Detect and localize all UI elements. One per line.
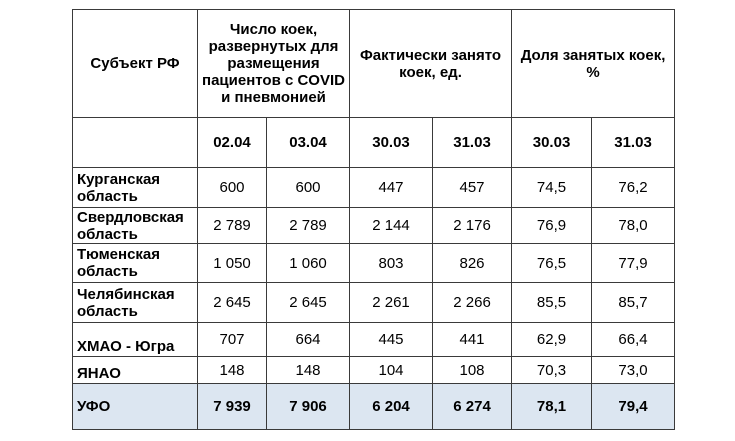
date-cell: 31.03 — [433, 118, 512, 168]
header-row — [73, 10, 675, 118]
table-row — [73, 323, 675, 357]
value-cell: 441 — [433, 323, 512, 357]
value-cell: 76,2 — [592, 168, 675, 208]
share-occupied-header: Доля занятых коек, % — [512, 10, 675, 118]
date-cell: 02.04 — [198, 118, 267, 168]
table-row — [73, 168, 675, 208]
date-row-blank — [73, 118, 198, 168]
value-cell: 1 050 — [198, 244, 267, 283]
value-cell: 826 — [433, 244, 512, 283]
table-row — [73, 357, 675, 384]
value-cell: 76,5 — [512, 244, 592, 283]
date-cell: 30.03 — [512, 118, 592, 168]
value-cell: 74,5 — [512, 168, 592, 208]
total-region-name: УФО — [73, 384, 198, 430]
region-name: ХМАО - Югра — [73, 323, 198, 357]
value-cell: 664 — [267, 323, 350, 357]
total-value-cell: 7 906 — [267, 384, 350, 430]
value-cell: 2 176 — [433, 208, 512, 244]
total-value-cell: 7 939 — [198, 384, 267, 430]
value-cell: 73,0 — [592, 357, 675, 384]
table-row — [73, 208, 675, 244]
value-cell: 108 — [433, 357, 512, 384]
value-cell: 66,4 — [592, 323, 675, 357]
value-cell: 803 — [350, 244, 433, 283]
value-cell: 2 789 — [267, 208, 350, 244]
value-cell: 707 — [198, 323, 267, 357]
table-row — [73, 283, 675, 323]
total-value-cell: 79,4 — [592, 384, 675, 430]
value-cell: 447 — [350, 168, 433, 208]
value-cell: 2 266 — [433, 283, 512, 323]
table-row — [73, 244, 675, 283]
date-row — [73, 118, 675, 168]
value-cell: 85,7 — [592, 283, 675, 323]
value-cell: 78,0 — [592, 208, 675, 244]
value-cell: 2 144 — [350, 208, 433, 244]
region-name: Курганская область — [73, 168, 198, 208]
value-cell: 600 — [267, 168, 350, 208]
date-cell: 31.03 — [592, 118, 675, 168]
total-row — [73, 384, 675, 430]
value-cell: 104 — [350, 357, 433, 384]
date-cell: 30.03 — [350, 118, 433, 168]
value-cell: 148 — [198, 357, 267, 384]
region-name: Свердловская область — [73, 208, 198, 244]
value-cell: 2 645 — [198, 283, 267, 323]
value-cell: 85,5 — [512, 283, 592, 323]
region-name: ЯНАО — [73, 357, 198, 384]
region-name: Тюменская область — [73, 244, 198, 283]
value-cell: 1 060 — [267, 244, 350, 283]
value-cell: 70,3 — [512, 357, 592, 384]
date-cell: 03.04 — [267, 118, 350, 168]
value-cell: 148 — [267, 357, 350, 384]
value-cell: 445 — [350, 323, 433, 357]
value-cell: 2 645 — [267, 283, 350, 323]
region-name: Челябинская область — [73, 283, 198, 323]
beds-occupied-header: Фактически занято коек, ед. — [350, 10, 512, 118]
total-value-cell: 6 274 — [433, 384, 512, 430]
total-value-cell: 6 204 — [350, 384, 433, 430]
hospital-beds-table — [72, 9, 675, 430]
value-cell: 457 — [433, 168, 512, 208]
beds-deployed-header: Число коек, развернутых для размещения пациентов с COVID и пневмонией — [198, 10, 350, 118]
value-cell: 62,9 — [512, 323, 592, 357]
subject-header: Субъект РФ — [73, 10, 198, 118]
value-cell: 77,9 — [592, 244, 675, 283]
value-cell: 76,9 — [512, 208, 592, 244]
total-value-cell: 78,1 — [512, 384, 592, 430]
value-cell: 2 789 — [198, 208, 267, 244]
value-cell: 2 261 — [350, 283, 433, 323]
value-cell: 600 — [198, 168, 267, 208]
